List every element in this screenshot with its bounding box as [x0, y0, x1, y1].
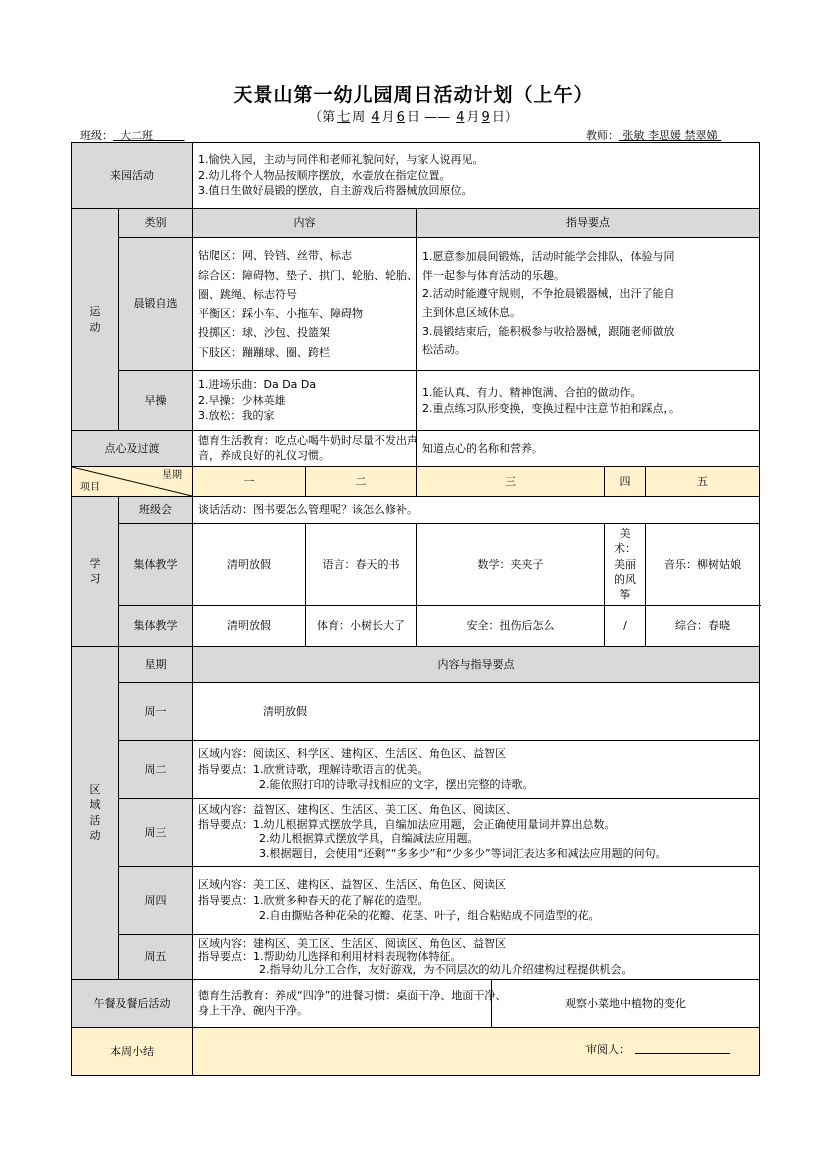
- lesson-wed-1: 数学：夹夹子: [417, 523, 605, 605]
- area-col-day-header: 星期: [119, 646, 193, 682]
- end-month: 4: [456, 110, 465, 125]
- area-content-thu: 区域内容：美工区、建构区、益智区、生活区、角色区、阅读区 指导要点：1.欣赏多种春天的花了解花的造型。 2.自由撕贴各种花朵的花瓣、花茎、叶子，组合粘贴成不同造型的花。: [193, 866, 760, 934]
- area-day-fri: 周五: [119, 934, 193, 979]
- arrival-content: 1.愉快入园，主动与同伴和老师礼貌问好，与家人说再见。 2.幼儿将个人物品按顺序摆放，水壶放在指定位置。 3.值日生做好晨锻的摆放，自主游戏后将器械放回原位。: [193, 143, 760, 209]
- exercise-section-label: 运 动: [72, 209, 119, 431]
- week-number: 七: [337, 110, 351, 125]
- area-col-content-header: 内容与指导要点: [193, 646, 760, 682]
- corner-item: 项目: [80, 481, 100, 493]
- page-title: 天景山第一幼儿园周日活动计划（上午）: [233, 84, 594, 106]
- weekly-summary-content[interactable]: [193, 1027, 760, 1075]
- start-day: 6: [396, 110, 405, 125]
- lesson-wed-2: 安全：扭伤后怎么: [417, 605, 605, 646]
- start-month-label: 月: [381, 110, 395, 125]
- group-teaching-label-1: 集体教学: [119, 523, 193, 605]
- corner-weekday: 星期: [162, 469, 182, 481]
- morning-exercise-content: 钻爬区：网、铃铛、丝带、标志 综合区：障碍物、垫子、拱门、轮胎、轮胎、 圈、跳绳、标志符号 平衡区：踩小车、小拖车、障碍物 投掷区：球、沙包、投篮架 下肢区：蹦蹦球、圈、跨栏: [193, 238, 417, 371]
- end-month-label: 月: [466, 110, 480, 125]
- teacher-value: 张敏 李思媛 禁翠娣: [622, 129, 718, 142]
- weekday-tue: 二: [306, 466, 417, 496]
- morning-drill-content: 1.进场乐曲：Da Da Da 2.早操：少林英雄 3.放松：我的家: [193, 371, 417, 431]
- week-suffix: 日）: [491, 110, 518, 125]
- teacher-label: 教师：: [586, 129, 619, 142]
- lesson-mon-2: 清明放假: [193, 605, 306, 646]
- week-prefix: （第: [309, 110, 336, 125]
- lesson-thu-2: /: [605, 605, 646, 646]
- weekly-summary-label: 本周小结: [72, 1027, 193, 1075]
- lesson-fri-2: 综合：春晓: [646, 605, 760, 646]
- group-teaching-label-2: 集体教学: [119, 605, 193, 646]
- area-content-tue: 区域内容：阅读区、科学区、建构区、生活区、角色区、益智区 指导要点：1.欣赏诗歌，理解诗歌语言的优美。 2.能依照打印的诗歌寻找相应的文字，摆出完整的诗歌。: [193, 740, 760, 798]
- weekday-wed: 三: [417, 466, 605, 496]
- date-dash: ——: [424, 110, 451, 125]
- morning-exercise-label: 晨锻自选: [119, 238, 193, 371]
- weekday-mon: 一: [193, 466, 306, 496]
- area-day-mon: 周一: [119, 682, 193, 740]
- lunch-guidance: 观察小菜地中植物的变化: [492, 979, 760, 1027]
- lunch-content: 德育生活教育：养成“四净”的进餐习惯：桌面干净、地面干净、 身上干净、碗内干净。: [193, 979, 492, 1027]
- col-guidance-header: 指导要点: [417, 209, 760, 238]
- arrival-label: 来园活动: [72, 143, 193, 209]
- lesson-tue-2: 体育：小树长大了: [306, 605, 417, 646]
- area-day-wed: 周三: [119, 798, 193, 866]
- weekday-fri: 五: [646, 466, 760, 496]
- study-section-label: 学 习: [72, 496, 119, 646]
- area-section-label: 区 域 活 动: [72, 646, 119, 979]
- class-label: 班级：: [80, 129, 113, 142]
- morning-drill-guidance: 1.能认真、有力、精神饱满、合拍的做动作。 2.重点练习队形变换，变换过程中注意节拍和踩点，。: [417, 371, 760, 431]
- end-day: 9: [481, 110, 490, 125]
- class-meeting-label: 班级会: [119, 496, 193, 523]
- week-range: [0, 106, 827, 125]
- lesson-thu-1: 美术：美丽的风筝: [605, 523, 646, 605]
- weekday-thu: 四: [605, 466, 646, 496]
- area-content-mon: 清明放假: [193, 682, 760, 740]
- reviewer-signature-line[interactable]: [635, 1053, 730, 1054]
- col-content-header: 内容: [193, 209, 417, 238]
- lesson-mon-1: 清明放假: [193, 523, 306, 605]
- snack-guidance: 知道点心的名称和营养。: [417, 431, 760, 467]
- snack-label: 点心及过渡: [72, 431, 193, 467]
- class-info: [80, 127, 184, 143]
- area-day-thu: 周四: [119, 866, 193, 934]
- lesson-fri-1: 音乐：柳树姑娘: [646, 523, 760, 605]
- snack-content: 德育生活教育：吃点心喝牛奶时尽量不发出声 音，养成良好的礼仪习惯。: [193, 431, 417, 467]
- col-type-header: 类别: [119, 209, 193, 238]
- reviewer-label: 审阅人：: [586, 1043, 630, 1056]
- lesson-tue-1: 语言：春天的书: [306, 523, 417, 605]
- area-content-fri: 区域内容：建构区、美工区、生活区、阅读区、角色区、益智区 指导要点：1.帮助幼儿选择和利用材料表现物体特征。 2.指导幼儿分工合作，友好游戏，为不同层次的幼儿介绍建构过程提供机会。: [193, 934, 760, 979]
- week-label: 周: [352, 110, 366, 125]
- morning-exercise-guidance: 1.愿意参加晨间锻炼，活动时能学会排队，体验与同 伴一起参与体育活动的乐趣。 2.活动时能遵守规则，不争抢晨锻器械，出汗了能自 主到休息区域休息。 3.晨锻结束后，能积极参与收拾器械，跟随老师做放 松活动。: [417, 238, 760, 371]
- class-meeting-content: 谈话活动：图书要怎么管理呢？该怎么修补。: [193, 496, 760, 523]
- area-day-tue: 周二: [119, 740, 193, 798]
- teacher-info: [586, 127, 721, 143]
- class-value: 大二班: [120, 129, 153, 142]
- start-day-label: 日: [406, 110, 420, 125]
- start-month: 4: [371, 110, 380, 125]
- plan-table: [71, 142, 760, 1076]
- weekday-corner: [72, 466, 193, 496]
- morning-drill-label: 早操: [119, 371, 193, 431]
- area-content-wed: 区域内容：益智区、建构区、生活区、美工区、角色区、阅读区、 指导要点：1.幼儿根据算式摆放学具，自编加法应用题，会正确使用量词并算出总数。 2.幼儿根据算式摆放学具，自编减法应用题。 3.根据题目，会使用“还剩”“多多少”和“少多少”等词汇表达多和减法应用题的问句。: [193, 798, 760, 866]
- lunch-label: 午餐及餐后活动: [72, 979, 193, 1027]
